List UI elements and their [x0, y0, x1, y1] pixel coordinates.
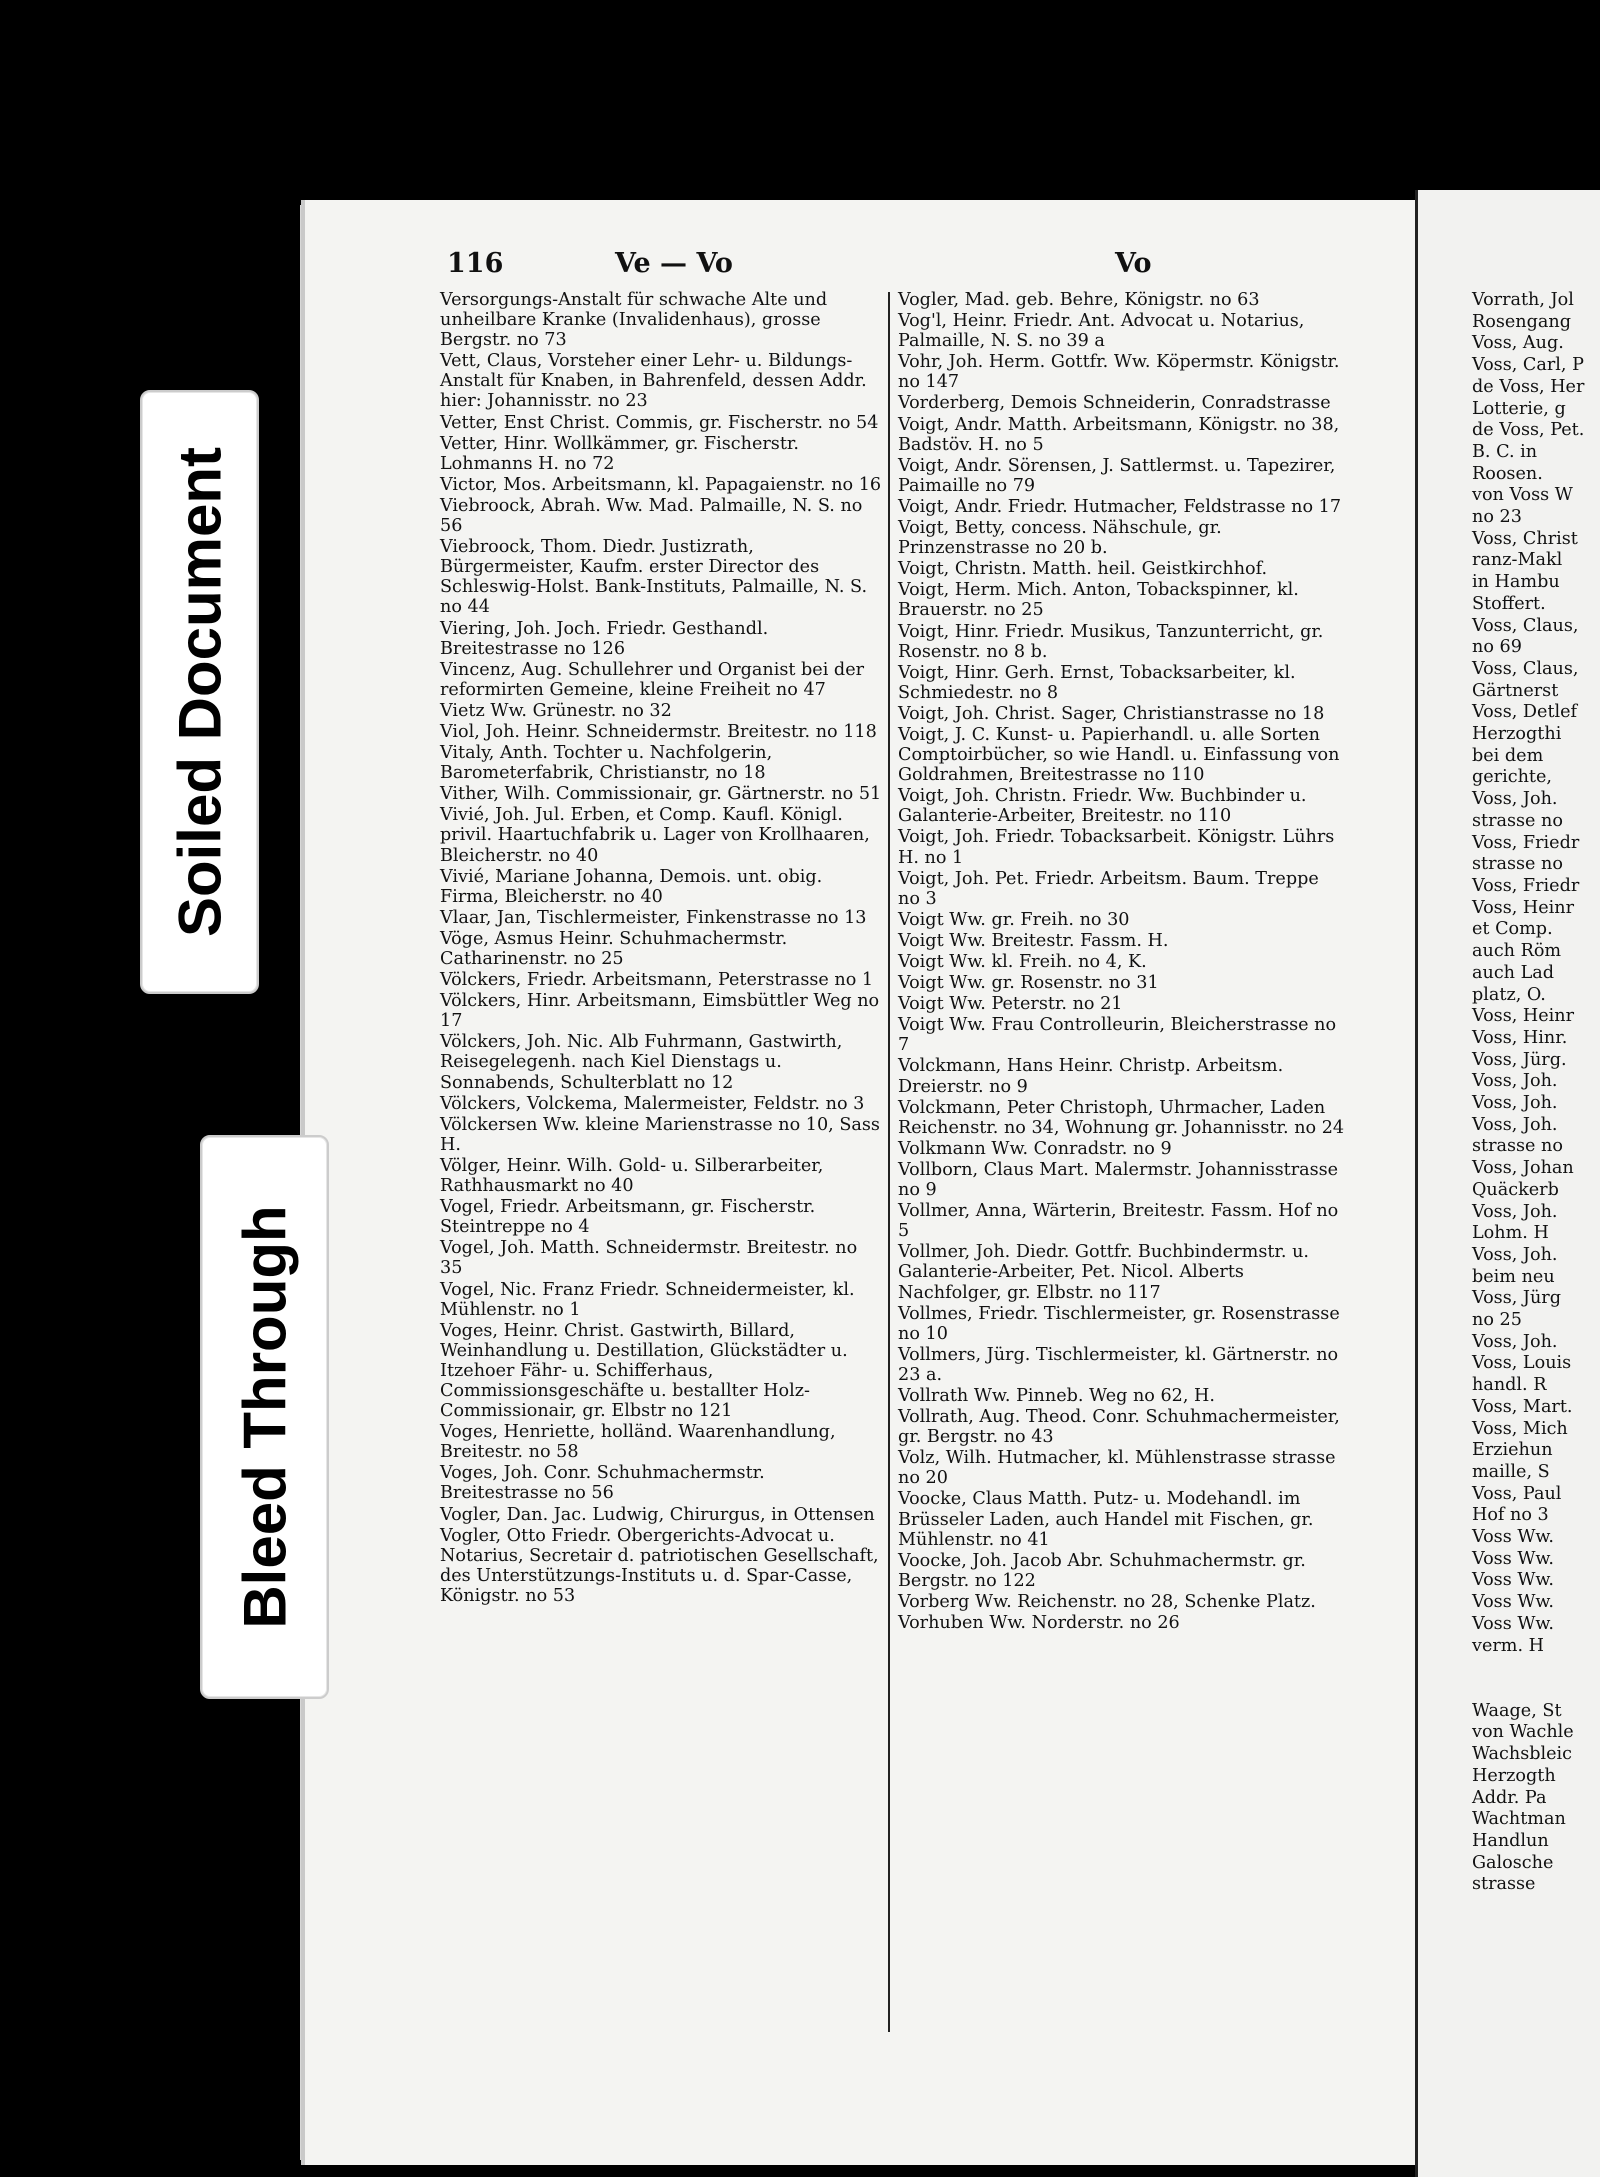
directory-entry: Victor, Mos. Arbeitsmann, kl. Papagaienstr. no 16 — [440, 474, 882, 495]
directory-entry: Vorrath, Jol — [1472, 290, 1574, 310]
facing-page-entry-column — [1472, 290, 1600, 1896]
directory-entry: Voss, Joh. — [1472, 1114, 1558, 1135]
directory-entry: Roosen. — [1472, 463, 1543, 484]
directory-entry: verm. H — [1472, 1635, 1544, 1656]
directory-entry: strasse no — [1472, 1136, 1563, 1157]
directory-entry: Voigt, Andr. Friedr. Hutmacher, Feldstrasse no 17 — [898, 496, 1342, 517]
directory-entry: Waage, St — [1472, 1700, 1562, 1721]
directory-entry: Voss, Aug. — [1472, 333, 1564, 354]
directory-entry: Voss, Friedr — [1472, 875, 1580, 896]
directory-entry: Lohm. H — [1472, 1223, 1549, 1244]
directory-entry: Vogler, Dan. Jac. Ludwig, Chirurgus, in Ottensen — [440, 1504, 875, 1525]
directory-entry: Voigt, Joh. Friedr. Tobacksarbeit. Königstr. Lührs H. no 1 — [898, 827, 1335, 868]
directory-entry: Vogler, Mad. geb. Behre, Königstr. no 63 — [898, 290, 1260, 310]
directory-entry: Vollrath, Aug. Theod. Conr. Schuhmachermeister, gr. Bergstr. no 43 — [898, 1407, 1340, 1448]
directory-entry: Vietz Ww. Grünestr. no 32 — [440, 700, 672, 721]
directory-entry: Voigt, Joh. Christ. Sager, Christianstrasse no 18 — [898, 703, 1325, 724]
directory-entry: Völckers, Joh. Nic. Alb Fuhrmann, Gastwirth, Reisegelegenh. nach Kiel Dienstags u. Sonnabends, Schulterblatt no 12 — [440, 1032, 843, 1093]
directory-entry: et Comp. — [1472, 919, 1553, 940]
directory-entry: Stoffert. — [1472, 593, 1546, 614]
directory-entry: Volckmann, Hans Heinr. Christp. Arbeitsm. Dreierstr. no 9 — [898, 1056, 1284, 1097]
directory-entry: Voss, Joh. — [1472, 1244, 1558, 1265]
directory-entry: Voss, Mich — [1472, 1418, 1568, 1439]
right-entry-column — [898, 290, 1346, 1633]
directory-entry: Voigt, Christn. Matth. heil. Geistkirchhof. — [898, 559, 1268, 580]
directory-entry: Versorgungs-Anstalt für schwache Alte und unheilbare Kranke (Invalidenhaus), grosse Bergstr. no 73 — [440, 290, 828, 351]
directory-entry: Vlaar, Jan, Tischlermeister, Finkenstrasse no 13 — [440, 907, 867, 928]
directory-entry: Völckers, Volckema, Malermeister, Feldstr. no 3 — [440, 1093, 865, 1114]
directory-entry: Voss, Paul — [1472, 1483, 1562, 1504]
directory-entry: no 23 — [1472, 507, 1522, 528]
directory-entry: Vöge, Asmus Heinr. Schuhmachermstr. Catharinenstr. no 25 — [440, 928, 788, 969]
directory-entry: Voigt Ww. Frau Controlleurin, Bleicherstrasse no 7 — [898, 1015, 1337, 1056]
directory-entry: Voss, Louis — [1472, 1353, 1572, 1374]
directory-entry: Voigt Ww. gr. Rosenstr. no 31 — [898, 973, 1159, 994]
directory-entry: no 25 — [1472, 1310, 1522, 1331]
directory-entry: Voigt Ww. Peterstr. no 21 — [898, 994, 1123, 1015]
directory-entry: strasse — [1472, 1874, 1536, 1895]
directory-entry: Volckmann, Peter Christoph, Uhrmacher, Laden Reichenstr. no 34, Wohnung gr. Johannisstr. no 24 — [898, 1097, 1345, 1138]
directory-entry: Lotterie, g — [1472, 398, 1566, 419]
directory-entry: auch Lad — [1472, 962, 1555, 983]
directory-entry: Voges, Heinr. Christ. Gastwirth, Billard, Weinhandlung u. Destillation, Glückstädter u. Itzehoer Fähr- u. Schifferhaus, Commissionsgeschäfte u. bestallter Holz-Commissionair, gr. Elbstr no 121 — [440, 1320, 848, 1422]
directory-entry: Viebroock, Thom. Diedr. Justizrath, Bürgermeister, Kaufm. erster Director des Schleswig-Holst. Bank-Instituts, Palmaille, N. S. no 44 — [440, 537, 868, 618]
directory-entry: auch Röm — [1472, 941, 1562, 962]
directory-entry: Voss, Joh. — [1472, 1071, 1558, 1092]
directory-entry: bei dem — [1472, 745, 1544, 766]
directory-entry: Voges, Henriette, holländ. Waarenhandlung, Breitestr. no 58 — [440, 1422, 836, 1463]
directory-entry: Voigt, Joh. Christn. Friedr. Ww. Buchbinder u. Galanterie-Arbeiter, Breitestr. no 110 — [898, 786, 1307, 827]
directory-entry: Herzogthi — [1472, 724, 1562, 745]
directory-entry: Völckers, Friedr. Arbeitsmann, Peterstrasse no 1 — [440, 970, 874, 991]
directory-entry: Voigt, Hinr. Friedr. Musikus, Tanzunterricht, gr. Rosenstr. no 8 b. — [898, 621, 1324, 662]
directory-entry: B. C. in — [1472, 441, 1538, 462]
directory-entry: Vorhuben Ww. Norderstr. no 26 — [898, 1613, 1180, 1633]
directory-entry: Volkmann Ww. Conradstr. no 9 — [898, 1138, 1172, 1159]
directory-entry: Vincenz, Aug. Schullehrer und Organist bei der reformirten Gemeine, kleine Freiheit no 47 — [440, 659, 865, 700]
directory-entry: beim neu — [1472, 1266, 1555, 1287]
directory-entry: Vogel, Friedr. Arbeitsmann, gr. Fischerstr. Steintreppe no 4 — [440, 1197, 816, 1238]
directory-entry: Voss, Christ — [1472, 528, 1578, 549]
column-divider — [888, 292, 890, 2032]
directory-entry: Voigt Ww. gr. Freih. no 30 — [898, 909, 1130, 930]
directory-entry: Viebroock, Abrah. Ww. Mad. Palmaille, N. S. no 56 — [440, 495, 863, 537]
directory-entry: Voss, Heinr — [1472, 897, 1575, 918]
directory-entry: Voocke, Claus Matth. Putz- u. Modehandl. im Brüsseler Laden, auch Handel mit Fischen, gr. Mühlenstr. no 41 — [898, 1489, 1314, 1550]
directory-entry: Voss, Claus, — [1472, 615, 1579, 636]
directory-entry: Voocke, Joh. Jacob Abr. Schuhmachermstr. gr. Bergstr. no 122 — [898, 1550, 1306, 1591]
directory-entry: Voigt, Herm. Mich. Anton, Tobackspinner, kl. Brauerstr. no 25 — [898, 580, 1299, 621]
directory-entry: Viering, Joh. Joch. Friedr. Gesthandl. Breitestrasse no 126 — [440, 618, 769, 659]
directory-entry: Vollmers, Jürg. Tischlermeister, kl. Gärtnerstr. no 23 a. — [898, 1344, 1339, 1385]
directory-entry: Voigt, Hinr. Gerh. Ernst, Tobacksarbeiter, kl. Schmiedestr. no 8 — [898, 662, 1296, 703]
directory-entry: Vetter, Enst Christ. Commis, gr. Fischerstr. no 54 — [440, 412, 879, 433]
directory-entry: Voss Ww. — [1472, 1592, 1554, 1613]
directory-entry: Voss, Johan — [1472, 1158, 1574, 1179]
directory-entry: Vetter, Hinr. Wollkämmer, gr. Fischerstr. Lohmanns H. no 72 — [440, 433, 799, 474]
directory-entry: Voigt Ww. Breitestr. Fassm. H. — [898, 930, 1169, 951]
directory-entry: Voss Ww. — [1472, 1613, 1554, 1634]
directory-entry: Voss, Heinr — [1472, 1006, 1575, 1027]
directory-entry: Voss, Hinr. — [1472, 1027, 1568, 1048]
directory-entry: Addr. Pa — [1472, 1787, 1547, 1808]
directory-entry: Voges, Joh. Conr. Schuhmachermstr. Breitestrasse no 56 — [440, 1463, 765, 1504]
directory-entry: handl. R — [1472, 1375, 1547, 1396]
directory-entry: in Hambu — [1472, 572, 1560, 593]
directory-entry: Vitaly, Anth. Tochter u. Nachfolgerin, Barometerfabrik, Christianstr, no 18 — [440, 743, 773, 784]
directory-entry: Vogel, Nic. Franz Friedr. Schneidermeister, kl. Mühlenstr. no 1 — [440, 1279, 855, 1320]
directory-entry: Voss, Joh. — [1472, 1331, 1558, 1352]
directory-entry: Voigt, Joh. Pet. Friedr. Arbeitsm. Baum. Treppe no 3 — [898, 868, 1319, 909]
left-running-heading: Ve — Vo — [615, 248, 733, 279]
left-entry-column — [440, 290, 885, 1606]
directory-entry: Wachtman — [1472, 1809, 1566, 1830]
directory-entry: Voss Ww. — [1472, 1570, 1554, 1591]
directory-entry: gerichte, — [1472, 767, 1552, 788]
directory-entry: Voss, Joh. — [1472, 789, 1558, 810]
page-number: 116 — [447, 248, 504, 279]
directory-entry: Vivié, Joh. Jul. Erben, et Comp. Kaufl. Königl. privil. Haartuchfabrik u. Lager von Krollhaaren, Bleicherstr. no 40 — [440, 805, 870, 866]
directory-entry: Voss Ww. — [1472, 1527, 1554, 1548]
directory-entry: Vollborn, Claus Mart. Malermstr. Johannisstrasse no 9 — [898, 1159, 1339, 1201]
directory-entry — [1472, 1657, 1600, 1679]
directory-entry: Vivié, Mariane Johanna, Demois. unt. obig. Firma, Bleicherstr. no 40 — [440, 866, 823, 907]
directory-entry: Vett, Claus, Vorsteher einer Lehr- u. Bildungs-Anstalt für Knaben, in Bahrenfeld, dessen Addr. hier: Johannisstr. no 23 — [440, 351, 867, 412]
directory-entry: Viol, Joh. Heinr. Schneidermstr. Breitestr. no 118 — [440, 721, 877, 742]
directory-entry: no 69 — [1472, 637, 1522, 658]
directory-entry: ranz-Makl — [1472, 550, 1563, 571]
directory-entry: Völckers, Hinr. Arbeitsmann, Eimsbüttler Weg no 17 — [440, 991, 880, 1032]
directory-entry: Voss Ww. — [1472, 1548, 1554, 1569]
directory-entry: Voigt Ww. kl. Freih. no 4, K. — [898, 952, 1147, 972]
bleed-through-label: Bleed Through — [231, 1205, 298, 1629]
soiled-document-tab — [140, 390, 259, 994]
bleed-through-tab — [200, 1135, 329, 1699]
directory-entry: von Voss W — [1472, 485, 1573, 506]
directory-entry: Vollmes, Friedr. Tischlermeister, gr. Rosenstrasse no 10 — [898, 1303, 1340, 1344]
directory-entry: Gärtnerst — [1472, 680, 1559, 701]
directory-entry: Galosche — [1472, 1852, 1554, 1873]
directory-entry: Handlun — [1472, 1830, 1549, 1851]
directory-entry: Voss, Joh. — [1472, 1093, 1558, 1114]
directory-entry: Voigt, Betty, concess. Nähschule, gr. Prinzenstrasse no 20 b. — [898, 518, 1222, 559]
directory-entry: von Wachle — [1472, 1722, 1574, 1743]
directory-entry: Vorderberg, Demois Schneiderin, Conradstrasse — [898, 393, 1331, 414]
directory-entry: Herzogth — [1472, 1765, 1556, 1786]
directory-entry — [1472, 1679, 1600, 1701]
directory-entry: Volz, Wilh. Hutmacher, kl. Mühlenstrasse strasse no 20 — [898, 1448, 1336, 1489]
directory-entry: Völger, Heinr. Wilh. Gold- u. Silberarbeiter, Rathhausmarkt no 40 — [440, 1155, 824, 1197]
directory-entry: Voss, Carl, P — [1472, 355, 1584, 376]
directory-entry: de Voss, Pet. — [1472, 420, 1585, 441]
directory-entry: Wachsbleic — [1472, 1744, 1573, 1765]
directory-entry: Hof no 3 — [1472, 1505, 1549, 1526]
directory-entry: Voss, Detlef — [1472, 702, 1578, 723]
directory-entry: Voss, Friedr — [1472, 832, 1580, 853]
directory-entry: Quäckerb — [1472, 1179, 1559, 1200]
directory-entry: Vogler, Otto Friedr. Obergerichts-Advocat u. Notarius, Secretair d. patriotischen Gesellschaft, des Unterstützungs-Instituts u. d. Spar-Casse, Königstr. no 53 — [440, 1525, 879, 1606]
right-running-heading: Vo — [1115, 248, 1152, 279]
directory-entry: platz, O. — [1472, 984, 1546, 1005]
directory-entry: Voss, Jürg — [1472, 1288, 1561, 1309]
directory-entry: Voigt, J. C. Kunst- u. Papierhandl. u. alle Sorten Comptoirbücher, so wie Handl. u. Einfassung von Goldrahmen, Breitestrasse no 110 — [898, 724, 1340, 786]
directory-entry: Vollrath Ww. Pinneb. Weg no 62, H. — [898, 1385, 1215, 1406]
directory-entry: maille, S — [1472, 1461, 1550, 1482]
directory-entry: de Voss, Her — [1472, 376, 1585, 397]
directory-entry: Voigt, Andr. Sörensen, J. Sattlermst. u. Tapezirer, Paimaille no 79 — [898, 455, 1336, 496]
directory-entry: Völckersen Ww. kleine Marienstrasse no 10, Sass H. — [440, 1114, 880, 1155]
directory-entry: Voigt, Andr. Matth. Arbeitsmann, Königstr. no 38, Badstöv. H. no 5 — [898, 414, 1340, 455]
directory-entry: Rosengang — [1472, 311, 1571, 332]
directory-entry: strasse no — [1472, 854, 1563, 875]
directory-entry: Vog'l, Heinr. Friedr. Ant. Advocat u. Notarius, Palmaille, N. S. no 39 a — [898, 311, 1305, 352]
directory-entry: Voss, Mart. — [1472, 1396, 1573, 1417]
directory-entry: Voss, Jürg. — [1472, 1049, 1567, 1070]
directory-entry: Vohr, Joh. Herm. Gottfr. Ww. Köpermstr. Königstr. no 147 — [898, 352, 1340, 393]
directory-entry: Vogel, Joh. Matth. Schneidermstr. Breitestr. no 35 — [440, 1238, 858, 1279]
directory-entry: Vorberg Ww. Reichenstr. no 28, Schenke Platz. — [898, 1591, 1316, 1612]
directory-entry: Vither, Wilh. Commissionair, gr. Gärtnerstr. no 51 — [440, 784, 882, 805]
directory-entry: Vollmer, Joh. Diedr. Gottfr. Buchbindermstr. u. Galanterie-Arbeiter, Pet. Nicol. Alberts Nachfolger, gr. Elbstr. no 117 — [898, 1242, 1310, 1303]
directory-entry: Vollmer, Anna, Wärterin, Breitestr. Fassm. Hof no 5 — [898, 1201, 1339, 1242]
directory-entry: Voss, Claus, — [1472, 658, 1579, 679]
soiled-document-label: Soiled Document — [166, 446, 233, 938]
directory-entry: Erziehun — [1472, 1440, 1553, 1461]
directory-entry: Voss, Joh. — [1472, 1201, 1558, 1222]
directory-entry: strasse no — [1472, 810, 1563, 831]
